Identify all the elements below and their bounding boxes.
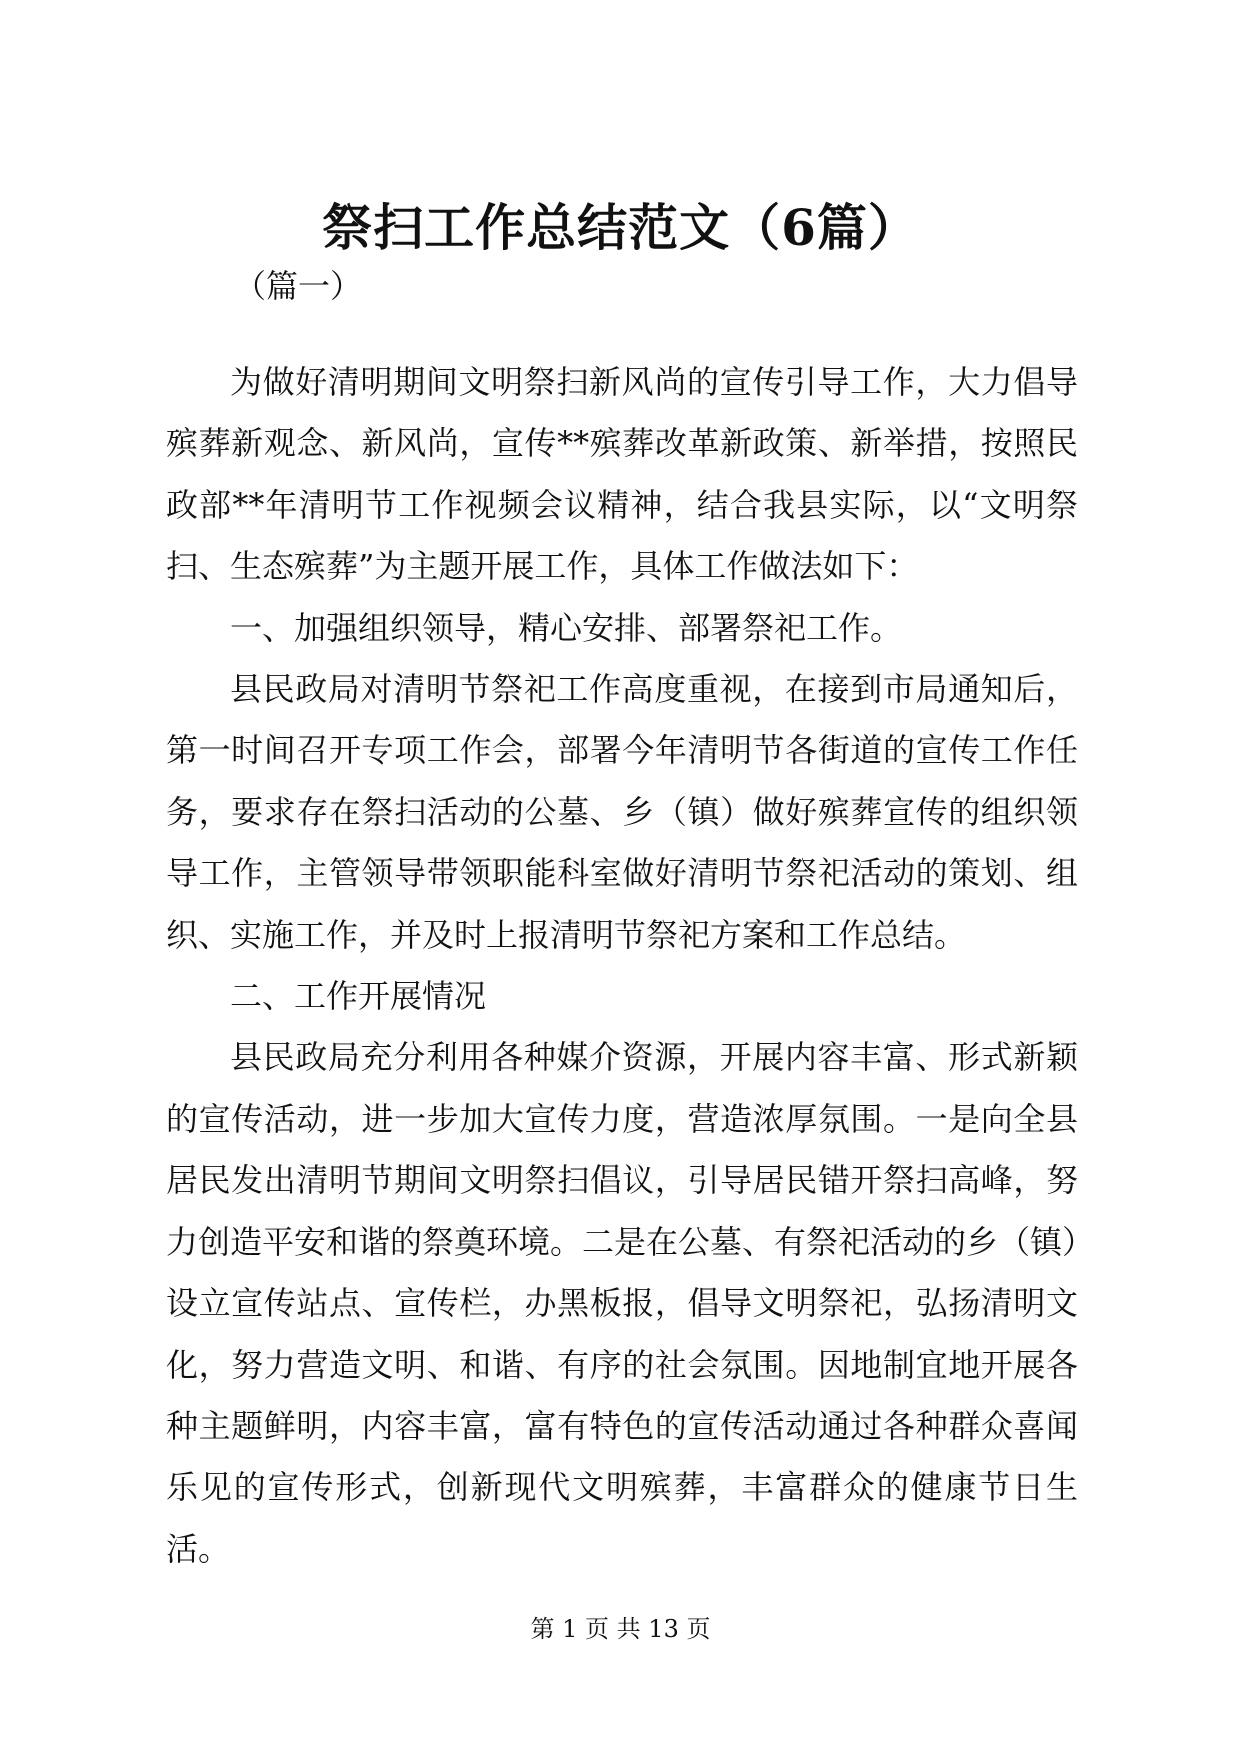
document-body [166, 352, 1078, 1580]
paragraph-work-status: 县民政局充分利用各种媒介资源，开展内容丰富、形式新颖的宣传活动，进一步加大宣传力度，营造浓厚氛围。一是向全县居民发出清明节期间文明祭扫倡议，引导居民错开祭扫高峰，努力创造平安和谐的祭奠环境。二是在公墓、有祭祀活动的乡（镇）设立宣传站点、宣传栏，办黑板报，倡导文明祭祀，弘扬清明文化，努力营造文明、和谐、有序的社会氛围。因地制宜地开展各种主题鲜明，内容丰富，富有特色的宣传活动通过各种群众喜闻乐见的宣传形式，创新现代文明殡葬，丰富群众的健康节日生活。 [166, 1038, 1079, 1568]
heading-work-status: 二、工作开展情况 [230, 977, 487, 1016]
section-label: （篇一） [234, 267, 363, 305]
paragraph-organization: 县民政局对清明节祭祀工作高度重视，在接到市局通知后，第一时间召开专项工作会，部署今年清明节各街道的宣传工作任务，要求存在祭扫活动的公墓、乡（镇）做好殡葬宣传的组织领导工作，主管领导带领职能科室做好清明节祭祀活动的策划、组织、实施工作，并及时上报清明节祭祀方案和工作总结。 [166, 670, 1078, 954]
page-number-footer: 第 1 页 共 13 页 [530, 1615, 711, 1643]
heading-organization: 一、加强组织领导，精心安排、部署祭祀工作。 [230, 608, 903, 647]
document-title: 祭扫工作总结范文（6篇） [322, 198, 919, 257]
paragraph-intro: 为做好清明期间文明祭扫新风尚的宣传引导工作，大力倡导殡葬新观念、新风尚，宣传**殡葬改革新政策、新举措，按照民政部**年清明节工作视频会议精神，结合我县实际，以“文明祭扫、生态殡葬”为主题开展工作，具体工作做法如下： [166, 363, 1078, 586]
